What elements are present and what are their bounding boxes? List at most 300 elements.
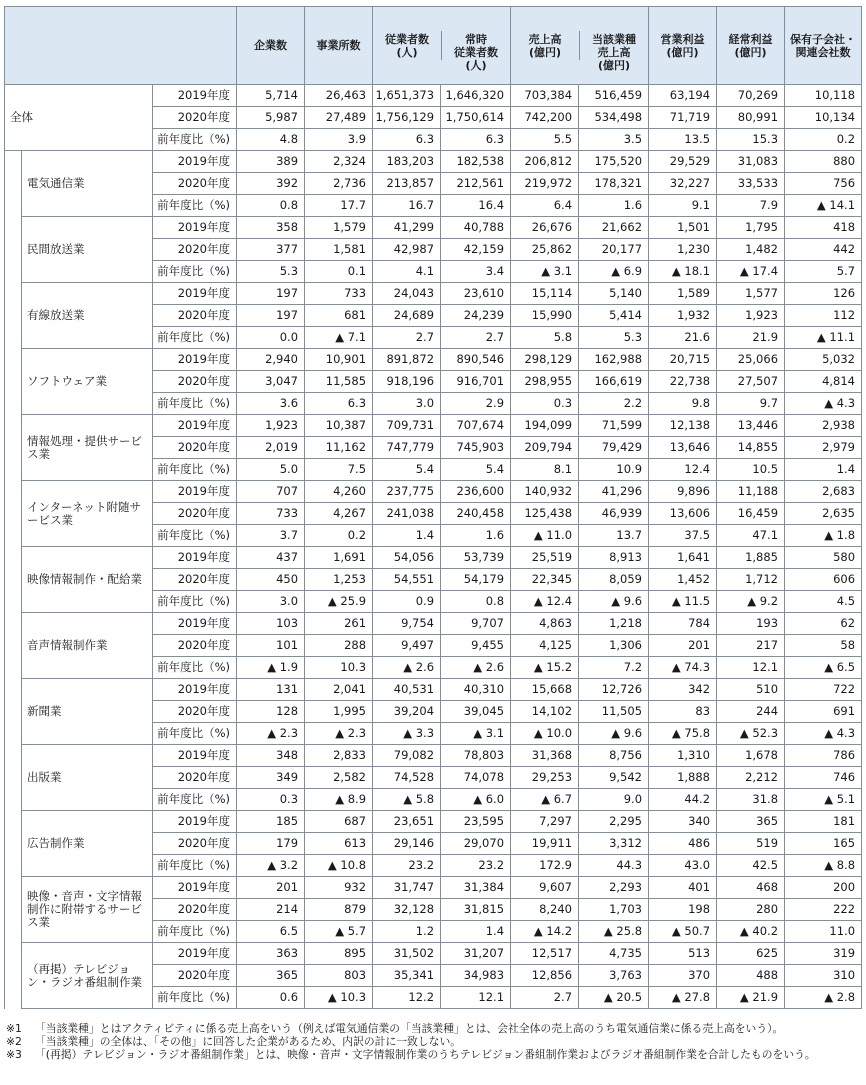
value-cell: 1.6 <box>441 525 511 547</box>
header-operating-profit: 営業利益 (億円) <box>649 7 717 85</box>
indent-gutter <box>5 613 22 679</box>
value-cell: 63,194 <box>649 85 717 107</box>
value-cell: 17.7 <box>305 195 373 217</box>
value-cell: 5,414 <box>579 305 649 327</box>
value-cell: 16.7 <box>373 195 441 217</box>
value-cell: ▲ 7.1 <box>305 327 373 349</box>
value-cell: 691 <box>785 701 862 723</box>
value-cell: 15,114 <box>511 283 579 305</box>
value-cell: 8,913 <box>579 547 649 569</box>
value-cell: 14,855 <box>717 437 785 459</box>
value-cell: 23,651 <box>373 811 441 833</box>
value-cell: 389 <box>237 151 305 173</box>
value-cell: 5.5 <box>511 129 579 151</box>
table-row <box>5 547 862 569</box>
value-cell: 746 <box>785 767 862 789</box>
value-cell: 193 <box>717 613 785 635</box>
value-cell: ▲ 4.3 <box>785 723 862 745</box>
value-cell: ▲ 8.8 <box>785 855 862 877</box>
value-cell: 24,239 <box>441 305 511 327</box>
value-cell: 1,651,373 <box>373 85 441 107</box>
value-cell: 44.2 <box>649 789 717 811</box>
value-cell: 510 <box>717 679 785 701</box>
notes <box>6 1022 862 1061</box>
value-cell: 31,368 <box>511 745 579 767</box>
value-cell: ▲ 11.5 <box>649 591 717 613</box>
value-cell: ▲ 40.2 <box>717 921 785 943</box>
value-cell: 23,610 <box>441 283 511 305</box>
value-cell: ▲ 52.3 <box>717 723 785 745</box>
header-sales: 売上高 (億円) <box>528 33 562 59</box>
value-cell: 11.0 <box>785 921 862 943</box>
value-cell: 6.3 <box>373 129 441 151</box>
value-cell: 516,459 <box>579 85 649 107</box>
year-label: 2020年度 <box>153 437 237 459</box>
year-label: 2020年度 <box>153 569 237 591</box>
value-cell: 39,045 <box>441 701 511 723</box>
value-cell: 40,788 <box>441 217 511 239</box>
value-cell: ▲ 8.9 <box>305 789 373 811</box>
header-employees-group <box>373 7 511 85</box>
value-cell: ▲ 5.8 <box>373 789 441 811</box>
value-cell: 166,619 <box>579 371 649 393</box>
value-cell: ▲ 9.6 <box>579 723 649 745</box>
value-cell: 2.7 <box>373 327 441 349</box>
value-cell: 1,218 <box>579 613 649 635</box>
value-cell: 9,754 <box>373 613 441 635</box>
value-cell: 9,896 <box>649 481 717 503</box>
value-cell: 200 <box>785 877 862 899</box>
value-cell: ▲ 12.4 <box>511 591 579 613</box>
value-cell: 10.5 <box>717 459 785 481</box>
category-label: 音声情報制作業 <box>22 613 153 679</box>
value-cell: 185 <box>237 811 305 833</box>
value-cell: 12.1 <box>717 657 785 679</box>
year-label: 前年度比（%) <box>153 987 237 1009</box>
value-cell: 1,482 <box>717 239 785 261</box>
value-cell: 1,795 <box>717 217 785 239</box>
value-cell: 6.4 <box>511 195 579 217</box>
value-cell: 21.6 <box>649 327 717 349</box>
value-cell: 1.4 <box>785 459 862 481</box>
value-cell: 22,738 <box>649 371 717 393</box>
category-label: （再掲）テレビジョン・ラジオ番組制作業 <box>22 943 153 1009</box>
value-cell: 5.7 <box>785 261 862 283</box>
value-cell: 5,032 <box>785 349 862 371</box>
indent-gutter <box>5 877 22 943</box>
year-label: 前年度比（%) <box>153 393 237 415</box>
value-cell: 8,059 <box>579 569 649 591</box>
header-industry-sales: 当該業種 売上高 (億円) <box>579 31 648 60</box>
value-cell: 33,533 <box>717 173 785 195</box>
value-cell: 197 <box>237 305 305 327</box>
table-row <box>5 151 862 173</box>
value-cell: ▲ 21.9 <box>717 987 785 1009</box>
value-cell: 23,595 <box>441 811 511 833</box>
value-cell: 418 <box>785 217 862 239</box>
value-cell: 12,517 <box>511 943 579 965</box>
value-cell: 7,297 <box>511 811 579 833</box>
value-cell: 13,446 <box>717 415 785 437</box>
table-row <box>5 613 862 635</box>
value-cell: 9,542 <box>579 767 649 789</box>
value-cell: 319 <box>785 943 862 965</box>
value-cell: ▲ 25.9 <box>305 591 373 613</box>
value-cell: 298,129 <box>511 349 579 371</box>
value-cell: 101 <box>237 635 305 657</box>
value-cell: 10.9 <box>579 459 649 481</box>
value-cell: 1,501 <box>649 217 717 239</box>
value-cell: 880 <box>785 151 862 173</box>
indent-gutter <box>5 415 22 481</box>
value-cell: 7.2 <box>579 657 649 679</box>
value-cell: 10,901 <box>305 349 373 371</box>
year-label: 2020年度 <box>153 305 237 327</box>
category-label: 有線放送業 <box>22 283 153 349</box>
year-label: 2019年度 <box>153 613 237 635</box>
value-cell: 54,179 <box>441 569 511 591</box>
value-cell: 0.6 <box>237 987 305 1009</box>
value-cell: 25,066 <box>717 349 785 371</box>
category-label: インターネット附随サービス業 <box>22 481 153 547</box>
value-cell: 15.3 <box>717 129 785 151</box>
value-cell: 31,384 <box>441 877 511 899</box>
value-cell: 1,678 <box>717 745 785 767</box>
value-cell: ▲ 74.3 <box>649 657 717 679</box>
year-label: 2020年度 <box>153 107 237 129</box>
value-cell: 31.8 <box>717 789 785 811</box>
value-cell: 11,188 <box>717 481 785 503</box>
value-cell: 219,972 <box>511 173 579 195</box>
value-cell: 43.0 <box>649 855 717 877</box>
value-cell: 39,204 <box>373 701 441 723</box>
year-label: 2019年度 <box>153 349 237 371</box>
value-cell: 244 <box>717 701 785 723</box>
value-cell: ▲ 2.6 <box>441 657 511 679</box>
value-cell: 450 <box>237 569 305 591</box>
value-cell: 733 <box>305 283 373 305</box>
value-cell: 2,019 <box>237 437 305 459</box>
indent-gutter <box>5 679 22 745</box>
value-cell: ▲ 1.8 <box>785 525 862 547</box>
value-cell: 47.1 <box>717 525 785 547</box>
value-cell: 41,296 <box>579 481 649 503</box>
value-cell: 162,988 <box>579 349 649 371</box>
value-cell: ▲ 2.3 <box>237 723 305 745</box>
value-cell: ▲ 10.8 <box>305 855 373 877</box>
value-cell: 13.5 <box>649 129 717 151</box>
value-cell: 580 <box>785 547 862 569</box>
value-cell: ▲ 9.2 <box>717 591 785 613</box>
value-cell: ▲ 5.7 <box>305 921 373 943</box>
value-cell: 22,345 <box>511 569 579 591</box>
value-cell: 2,736 <box>305 173 373 195</box>
indent-gutter <box>5 547 22 613</box>
value-cell: ▲ 3.2 <box>237 855 305 877</box>
value-cell: 534,498 <box>579 107 649 129</box>
value-cell: 7.9 <box>717 195 785 217</box>
year-label: 前年度比（%) <box>153 921 237 943</box>
header-subsidiaries: 保有子会社・ 関連会社数 <box>785 7 862 85</box>
value-cell: 0.2 <box>305 525 373 547</box>
value-cell: 3,047 <box>237 371 305 393</box>
value-cell: ▲ 2.3 <box>305 723 373 745</box>
value-cell: ▲ 6.9 <box>579 261 649 283</box>
value-cell: 3.7 <box>237 525 305 547</box>
value-cell: 916,701 <box>441 371 511 393</box>
value-cell: 2,635 <box>785 503 862 525</box>
value-cell: 21,662 <box>579 217 649 239</box>
value-cell: 1,452 <box>649 569 717 591</box>
value-cell: 10,118 <box>785 85 862 107</box>
value-cell: 488 <box>717 965 785 987</box>
value-cell: ▲ 27.8 <box>649 987 717 1009</box>
value-cell: 2,212 <box>717 767 785 789</box>
value-cell: 4,735 <box>579 943 649 965</box>
value-cell: 2,324 <box>305 151 373 173</box>
value-cell: ▲ 2.8 <box>785 987 862 1009</box>
value-cell: 2,940 <box>237 349 305 371</box>
value-cell: 29,529 <box>649 151 717 173</box>
value-cell: 240,458 <box>441 503 511 525</box>
value-cell: 5,714 <box>237 85 305 107</box>
value-cell: ▲ 10.0 <box>511 723 579 745</box>
value-cell: 71,599 <box>579 415 649 437</box>
value-cell: 613 <box>305 833 373 855</box>
year-label: 2020年度 <box>153 767 237 789</box>
value-cell: 3,763 <box>579 965 649 987</box>
value-cell: 707 <box>237 481 305 503</box>
year-label: 前年度比（%) <box>153 327 237 349</box>
value-cell: 1.4 <box>373 525 441 547</box>
value-cell: 128 <box>237 701 305 723</box>
table-body <box>5 85 862 1009</box>
value-cell: 31,502 <box>373 943 441 965</box>
year-label: 2019年度 <box>153 811 237 833</box>
value-cell: 280 <box>717 899 785 921</box>
year-label: 2019年度 <box>153 547 237 569</box>
table-row <box>5 415 862 437</box>
table-row <box>5 481 862 503</box>
table-row <box>5 943 862 965</box>
value-cell: ▲ 50.7 <box>649 921 717 943</box>
value-cell: 41,299 <box>373 217 441 239</box>
value-cell: 5.0 <box>237 459 305 481</box>
value-cell: ▲ 3.1 <box>441 723 511 745</box>
value-cell: 745,903 <box>441 437 511 459</box>
value-cell: 35,341 <box>373 965 441 987</box>
value-cell: ▲ 6.7 <box>511 789 579 811</box>
category-label: 民間放送業 <box>22 217 153 283</box>
value-cell: ▲ 2.6 <box>373 657 441 679</box>
value-cell: ▲ 4.3 <box>785 393 862 415</box>
value-cell: 201 <box>237 877 305 899</box>
note-1-text: 「当該業種」とはアクティビティに係る売上高をいう（例えば電気通信業の「当該業種」とは、会社全体の売上高のうち電気通信業に係る売上高をいう）。 <box>35 1022 784 1035</box>
value-cell: 54,551 <box>373 569 441 591</box>
value-cell: 14,102 <box>511 701 579 723</box>
year-label: 前年度比（%) <box>153 657 237 679</box>
value-cell: 1,306 <box>579 635 649 657</box>
value-cell: 183,203 <box>373 151 441 173</box>
value-cell: 42,987 <box>373 239 441 261</box>
year-label: 前年度比（%) <box>153 195 237 217</box>
value-cell: 703,384 <box>511 85 579 107</box>
value-cell: 3.6 <box>237 393 305 415</box>
value-cell: 8,240 <box>511 899 579 921</box>
value-cell: 206,812 <box>511 151 579 173</box>
value-cell: 3.4 <box>441 261 511 283</box>
value-cell: 13,646 <box>649 437 717 459</box>
year-label: 2019年度 <box>153 481 237 503</box>
value-cell: 401 <box>649 877 717 899</box>
value-cell: 1,923 <box>717 305 785 327</box>
year-label: 2020年度 <box>153 503 237 525</box>
value-cell: 377 <box>237 239 305 261</box>
table-row <box>5 679 862 701</box>
value-cell: 13,606 <box>649 503 717 525</box>
value-cell: 27,489 <box>305 107 373 129</box>
value-cell: 103 <box>237 613 305 635</box>
value-cell: 890,546 <box>441 349 511 371</box>
value-cell: ▲ 3.3 <box>373 723 441 745</box>
value-cell: 126 <box>785 283 862 305</box>
value-cell: 26,676 <box>511 217 579 239</box>
value-cell: 363 <box>237 943 305 965</box>
year-label: 2019年度 <box>153 745 237 767</box>
category-label: 出版業 <box>22 745 153 811</box>
value-cell: 8.1 <box>511 459 579 481</box>
year-label: 前年度比（%) <box>153 129 237 151</box>
value-cell: 0.0 <box>237 327 305 349</box>
value-cell: 2,295 <box>579 811 649 833</box>
table-row <box>5 85 862 107</box>
value-cell: 21.9 <box>717 327 785 349</box>
value-cell: 3.0 <box>373 393 441 415</box>
value-cell: 298,955 <box>511 371 579 393</box>
value-cell: ▲ 11.0 <box>511 525 579 547</box>
value-cell: 6.3 <box>305 393 373 415</box>
value-cell: 5.4 <box>441 459 511 481</box>
value-cell: 175,520 <box>579 151 649 173</box>
value-cell: 1,923 <box>237 415 305 437</box>
value-cell: 1.6 <box>579 195 649 217</box>
value-cell: 10,387 <box>305 415 373 437</box>
value-cell: 722 <box>785 679 862 701</box>
value-cell: 5.3 <box>237 261 305 283</box>
header-ordinary-profit: 経常利益 (億円) <box>717 7 785 85</box>
value-cell: 20,177 <box>579 239 649 261</box>
value-cell: 53,739 <box>441 547 511 569</box>
value-cell: 2,683 <box>785 481 862 503</box>
value-cell: 31,815 <box>441 899 511 921</box>
value-cell: 27,507 <box>717 371 785 393</box>
year-label: 2019年度 <box>153 943 237 965</box>
value-cell: 40,531 <box>373 679 441 701</box>
value-cell: 7.5 <box>305 459 373 481</box>
value-cell: 786 <box>785 745 862 767</box>
value-cell: 895 <box>305 943 373 965</box>
value-cell: 437 <box>237 547 305 569</box>
value-cell: 1,932 <box>649 305 717 327</box>
header-offices: 事業所数 <box>305 7 373 85</box>
indent-gutter <box>5 811 22 877</box>
value-cell: 0.8 <box>237 195 305 217</box>
value-cell: 12,138 <box>649 415 717 437</box>
table-row <box>5 283 862 305</box>
value-cell: 20,715 <box>649 349 717 371</box>
note-2-text: 「当該業種」の全体は、「その他」に回答した企業があるため、内訳の計に一致しない。 <box>35 1035 462 1048</box>
value-cell: 756 <box>785 173 862 195</box>
value-cell: 1,885 <box>717 547 785 569</box>
value-cell: 0.8 <box>441 591 511 613</box>
value-cell: ▲ 14.1 <box>785 195 862 217</box>
value-cell: 198 <box>649 899 717 921</box>
year-label: 前年度比（%) <box>153 459 237 481</box>
year-label: 前年度比（%) <box>153 723 237 745</box>
category-label: 新聞業 <box>22 679 153 745</box>
value-cell: 34,983 <box>441 965 511 987</box>
value-cell: 2,833 <box>305 745 373 767</box>
value-cell: 197 <box>237 283 305 305</box>
value-cell: 9.8 <box>649 393 717 415</box>
value-cell: 62 <box>785 613 862 635</box>
value-cell: 71,719 <box>649 107 717 129</box>
value-cell: 9.7 <box>717 393 785 415</box>
value-cell: 12,726 <box>579 679 649 701</box>
value-cell: 687 <box>305 811 373 833</box>
value-cell: 4,125 <box>511 635 579 657</box>
value-cell: 4.5 <box>785 591 862 613</box>
value-cell: 486 <box>649 833 717 855</box>
value-cell: 31,747 <box>373 877 441 899</box>
value-cell: 2.9 <box>441 393 511 415</box>
value-cell: 25,862 <box>511 239 579 261</box>
value-cell: 2,041 <box>305 679 373 701</box>
value-cell: 13.7 <box>579 525 649 547</box>
value-cell: 182,538 <box>441 151 511 173</box>
header-regular-employees: 常時 従業者数 (人) <box>441 31 510 60</box>
value-cell: 349 <box>237 767 305 789</box>
value-cell: 365 <box>717 811 785 833</box>
value-cell: ▲ 17.4 <box>717 261 785 283</box>
value-cell: 29,146 <box>373 833 441 855</box>
value-cell: 78,803 <box>441 745 511 767</box>
value-cell: 340 <box>649 811 717 833</box>
year-label: 2020年度 <box>153 173 237 195</box>
value-cell: 468 <box>717 877 785 899</box>
value-cell: 40,310 <box>441 679 511 701</box>
value-cell: 2.2 <box>579 393 649 415</box>
data-table <box>4 6 862 1009</box>
value-cell: 42,159 <box>441 239 511 261</box>
value-cell: 1,641 <box>649 547 717 569</box>
value-cell: 4,863 <box>511 613 579 635</box>
value-cell: 31,207 <box>441 943 511 965</box>
value-cell: 891,872 <box>373 349 441 371</box>
value-cell: 5.3 <box>579 327 649 349</box>
value-cell: 625 <box>717 943 785 965</box>
category-label: 全体 <box>5 85 153 151</box>
value-cell: 1.4 <box>441 921 511 943</box>
value-cell: ▲ 14.2 <box>511 921 579 943</box>
year-label: 2020年度 <box>153 833 237 855</box>
value-cell: 0.3 <box>237 789 305 811</box>
value-cell: 241,038 <box>373 503 441 525</box>
year-label: 2020年度 <box>153 965 237 987</box>
value-cell: 1,691 <box>305 547 373 569</box>
value-cell: 1,756,129 <box>373 107 441 129</box>
value-cell: 9,607 <box>511 877 579 899</box>
